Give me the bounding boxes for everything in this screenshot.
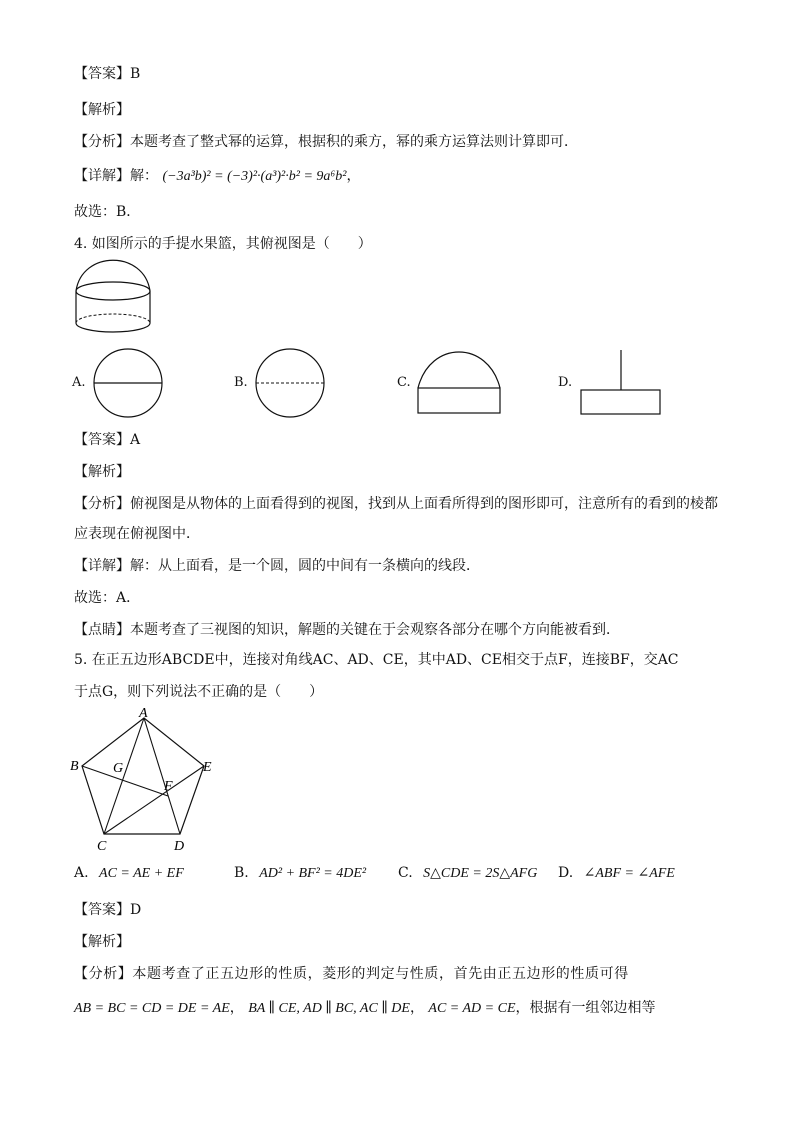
option-a-label: A. [72, 375, 86, 390]
q4-choice-line [74, 588, 140, 608]
fenxi-text: 本题考查了整式幂的运算，根据积的乘方，幂的乘方运算法则计算即可． [130, 134, 578, 150]
vertex-a-label: A [139, 706, 148, 721]
question-5-text-cont: 于点G，则下列说法不正确的是（ ） [74, 684, 324, 700]
option-b-label: B. [234, 865, 249, 881]
formula-suffix: ， [346, 168, 361, 184]
q4-analysis-heading [74, 462, 130, 482]
choice-text: 故选：A． [74, 590, 141, 606]
answer-tag: 【答案】 [74, 66, 130, 82]
option-d-text: ∠ABF = ∠AFE [583, 866, 675, 881]
analysis-tag: 【解析】 [74, 102, 130, 118]
fenxi-text: 俯视图是从物体的上面看得到的视图，找到从上面看所得到的图形即可，注意所有的看到的棱都 [130, 496, 718, 512]
fenxi-text: 本题考查了正五边形的性质，菱形的判定与性质，首先由正五边形的性质可得 [132, 966, 629, 982]
question-5-text: 5. 在正五边形ABCDE中，连接对角线AC、AD、CE，其中AD、CE相交于点F，连接BF，交AC [74, 652, 679, 668]
equal-diagonals-formula: AC = AD = CE [428, 1001, 516, 1016]
q5-options-row [74, 863, 184, 884]
q4-fenxi-line-2 [74, 524, 200, 544]
answer-line [74, 64, 140, 84]
dianjing-text: 本题考查了三视图的知识，解题的关键在于会观察各部分在哪个方向能被看到． [130, 622, 620, 638]
question-5-stem-2 [74, 682, 323, 702]
q5-option-c [398, 863, 537, 884]
option-a-figure [92, 347, 164, 419]
answer-tag: 【答案】 [74, 432, 130, 448]
option-a-text: AC = AE + EF [99, 866, 184, 881]
q4-answer-line [74, 430, 140, 450]
choice-text: 故选：B． [74, 204, 141, 220]
answer-tag: 【答案】 [74, 902, 130, 918]
fenxi-tag: 【分析】 [74, 966, 133, 982]
vertex-e-label: E [203, 760, 212, 775]
vertex-b-label: B [70, 759, 79, 774]
option-c-text: S△CDE = 2S△AFG [423, 866, 538, 881]
q4-dianjing-line [74, 620, 620, 640]
option-b-label: B. [234, 375, 248, 390]
question-4-stem [74, 234, 372, 254]
option-b-text: AD² + BF² = 4DE² [259, 866, 367, 881]
xiangjie-text: 解：从上面看，是一个圆，圆的中间有一条横向的线段． [130, 558, 480, 574]
question-5-stem-1 [74, 650, 679, 670]
vertex-c-label: C [97, 839, 107, 854]
q5-fenxi-line-2 [74, 998, 656, 1019]
xiangjie-prefix: 解： [130, 168, 158, 184]
xiangjie-line [74, 166, 360, 187]
q4-xiangjie-line [74, 556, 480, 576]
vertex-d-label: D [174, 839, 185, 854]
fenxi-line [74, 132, 578, 152]
xiangjie-tag: 【详解】 [74, 558, 130, 574]
option-c-label: C. [398, 865, 413, 881]
point-g-label: G [113, 761, 124, 776]
option-c-label: C. [397, 375, 411, 390]
fenxi-tag: 【分析】 [74, 496, 130, 512]
separator: ， [409, 1000, 424, 1016]
q5-option-b [234, 863, 366, 884]
answer-value: D [130, 902, 142, 918]
fenxi-text-cont: 应表现在俯视图中． [74, 526, 200, 542]
analysis-heading [74, 100, 130, 120]
separator: ， [229, 1000, 244, 1016]
choice-line [74, 202, 140, 222]
xiangjie-tag: 【详解】 [74, 168, 130, 184]
option-d-figure [579, 348, 663, 418]
answer-value: A [130, 432, 141, 448]
q5-fenxi-line-1 [74, 964, 629, 984]
answer-value: B [130, 66, 141, 82]
question-4-text: 4. 如图所示的手提水果篮，其俯视图是（ ） [74, 236, 372, 252]
analysis-tag: 【解析】 [74, 934, 130, 950]
fenxi-tag: 【分析】 [74, 134, 130, 150]
dianjing-tag: 【点睛】 [74, 622, 130, 638]
option-d-label: D. [558, 375, 573, 390]
q4-fenxi-line-1 [74, 494, 718, 514]
power-formula: (−3a³b)² = (−3)²·(a³)²·b² = 9a⁶b² [162, 169, 347, 184]
fruit-basket-figure [70, 258, 160, 338]
option-b-figure [254, 347, 326, 419]
equal-sides-formula: AB = BC = CD = DE = AE [74, 1001, 230, 1016]
q5-option-d [558, 863, 675, 884]
option-a-label: A. [74, 865, 89, 881]
q5-analysis-heading [74, 932, 130, 952]
point-f-label: F [164, 779, 173, 794]
parallel-formula: BA ∥ CE, AD ∥ BC, AC ∥ DE [248, 1001, 410, 1016]
option-c-figure [416, 350, 502, 416]
pentagon-figure [60, 700, 230, 855]
q5-answer-line [74, 900, 141, 920]
option-d-label: D. [558, 865, 574, 881]
fenxi-tail: ，根据有一组邻边相等 [515, 1000, 656, 1016]
analysis-tag: 【解析】 [74, 464, 130, 480]
